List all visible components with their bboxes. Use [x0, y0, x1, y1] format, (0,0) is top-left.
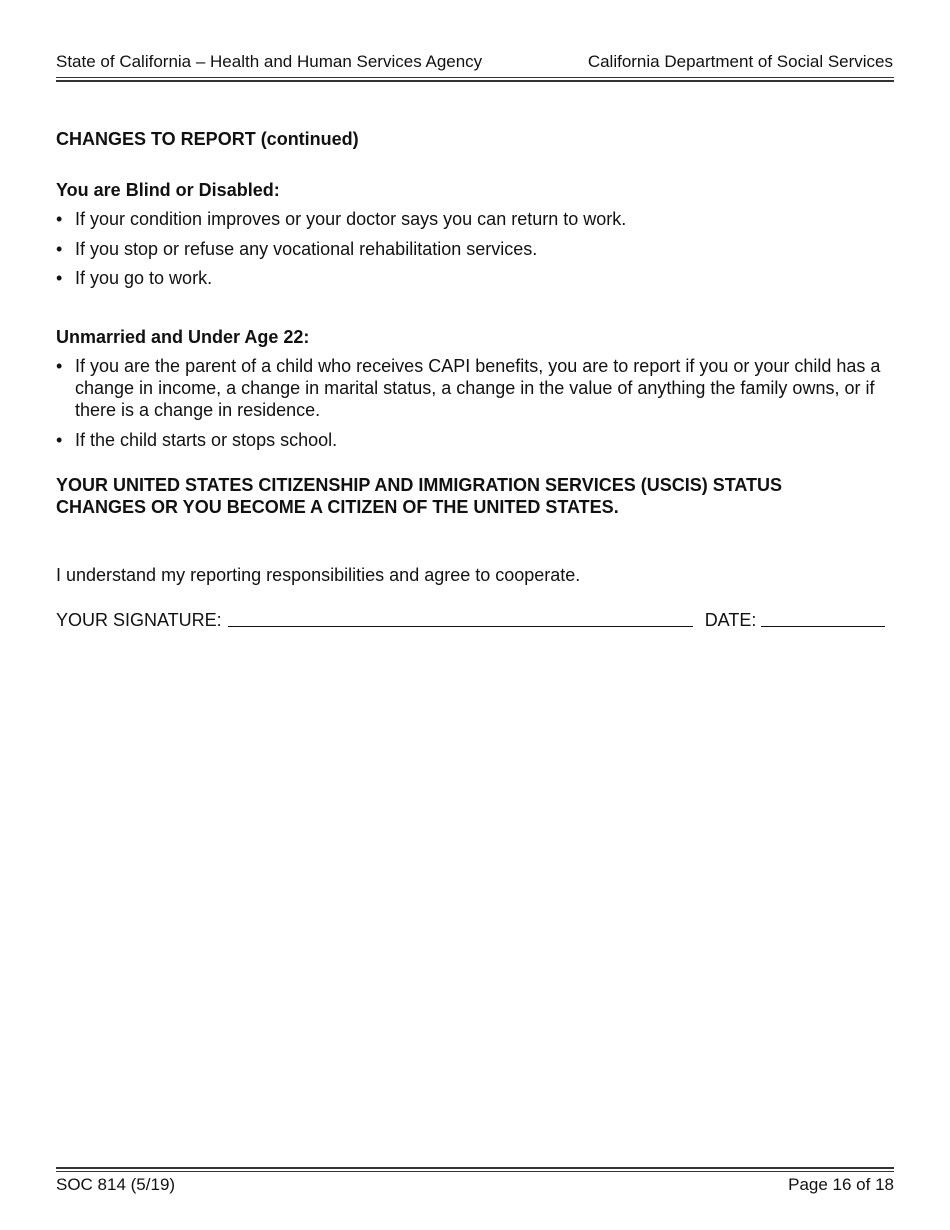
blind-disabled-list — [56, 208, 896, 297]
header-rule-top — [56, 77, 894, 78]
list-item — [56, 208, 896, 230]
acknowledgement-text: I understand my reporting responsibilities and agree to cooperate. — [56, 565, 581, 585]
form-id: SOC 814 (5/19) — [56, 1175, 176, 1194]
header-department: California Department of Social Services — [587, 52, 893, 71]
header-rule-bottom — [56, 80, 894, 82]
bullet-icon: • — [56, 238, 63, 259]
bullet-icon: • — [56, 209, 63, 229]
footer-rule-top — [56, 1167, 894, 1169]
list-item — [56, 355, 896, 421]
bullet-icon: • — [56, 268, 63, 288]
signature-row — [56, 607, 894, 632]
list-item-text: If you go to work. — [75, 268, 213, 288]
signature-label: YOUR SIGNATURE: — [56, 610, 222, 630]
footer-rule-bottom — [56, 1171, 894, 1172]
date-label: DATE: — [704, 610, 757, 630]
bullet-icon: • — [56, 429, 63, 450]
list-item-text: If your condition improves or your doctor says you can return to work. — [75, 209, 627, 229]
signature-field[interactable] — [228, 608, 693, 627]
list-item-text: If the child starts or stops school. — [75, 429, 338, 450]
list-item — [56, 267, 896, 289]
section-title: CHANGES TO REPORT (continued) — [56, 129, 359, 149]
date-field[interactable] — [761, 608, 885, 627]
list-item-text: If you stop or refuse any vocational rehabilitation services. — [75, 238, 538, 259]
list-item — [56, 429, 896, 451]
unmarried-list — [56, 355, 896, 458]
list-item — [56, 238, 896, 260]
bullet-icon: • — [56, 356, 63, 376]
unmarried-heading: Unmarried and Under Age 22: — [56, 327, 310, 347]
uscis-heading: YOUR UNITED STATES CITIZENSHIP AND IMMIGRATION SERVICES (USCIS) STATUS CHANGES OR YOU BECOME A CITIZEN OF THE UNITED STATES. — [56, 475, 783, 517]
list-item-text: If you are the parent of a child who receives CAPI benefits, you are to report if you or your child has a change in income, a change in marital status, a change in the value of anything the family owns, or if there is a change in residence. — [75, 356, 881, 420]
header-agency: State of California – Health and Human Services Agency — [56, 52, 483, 71]
blind-disabled-heading: You are Blind or Disabled: — [56, 180, 280, 200]
page-number: Page 16 of 18 — [788, 1175, 894, 1194]
